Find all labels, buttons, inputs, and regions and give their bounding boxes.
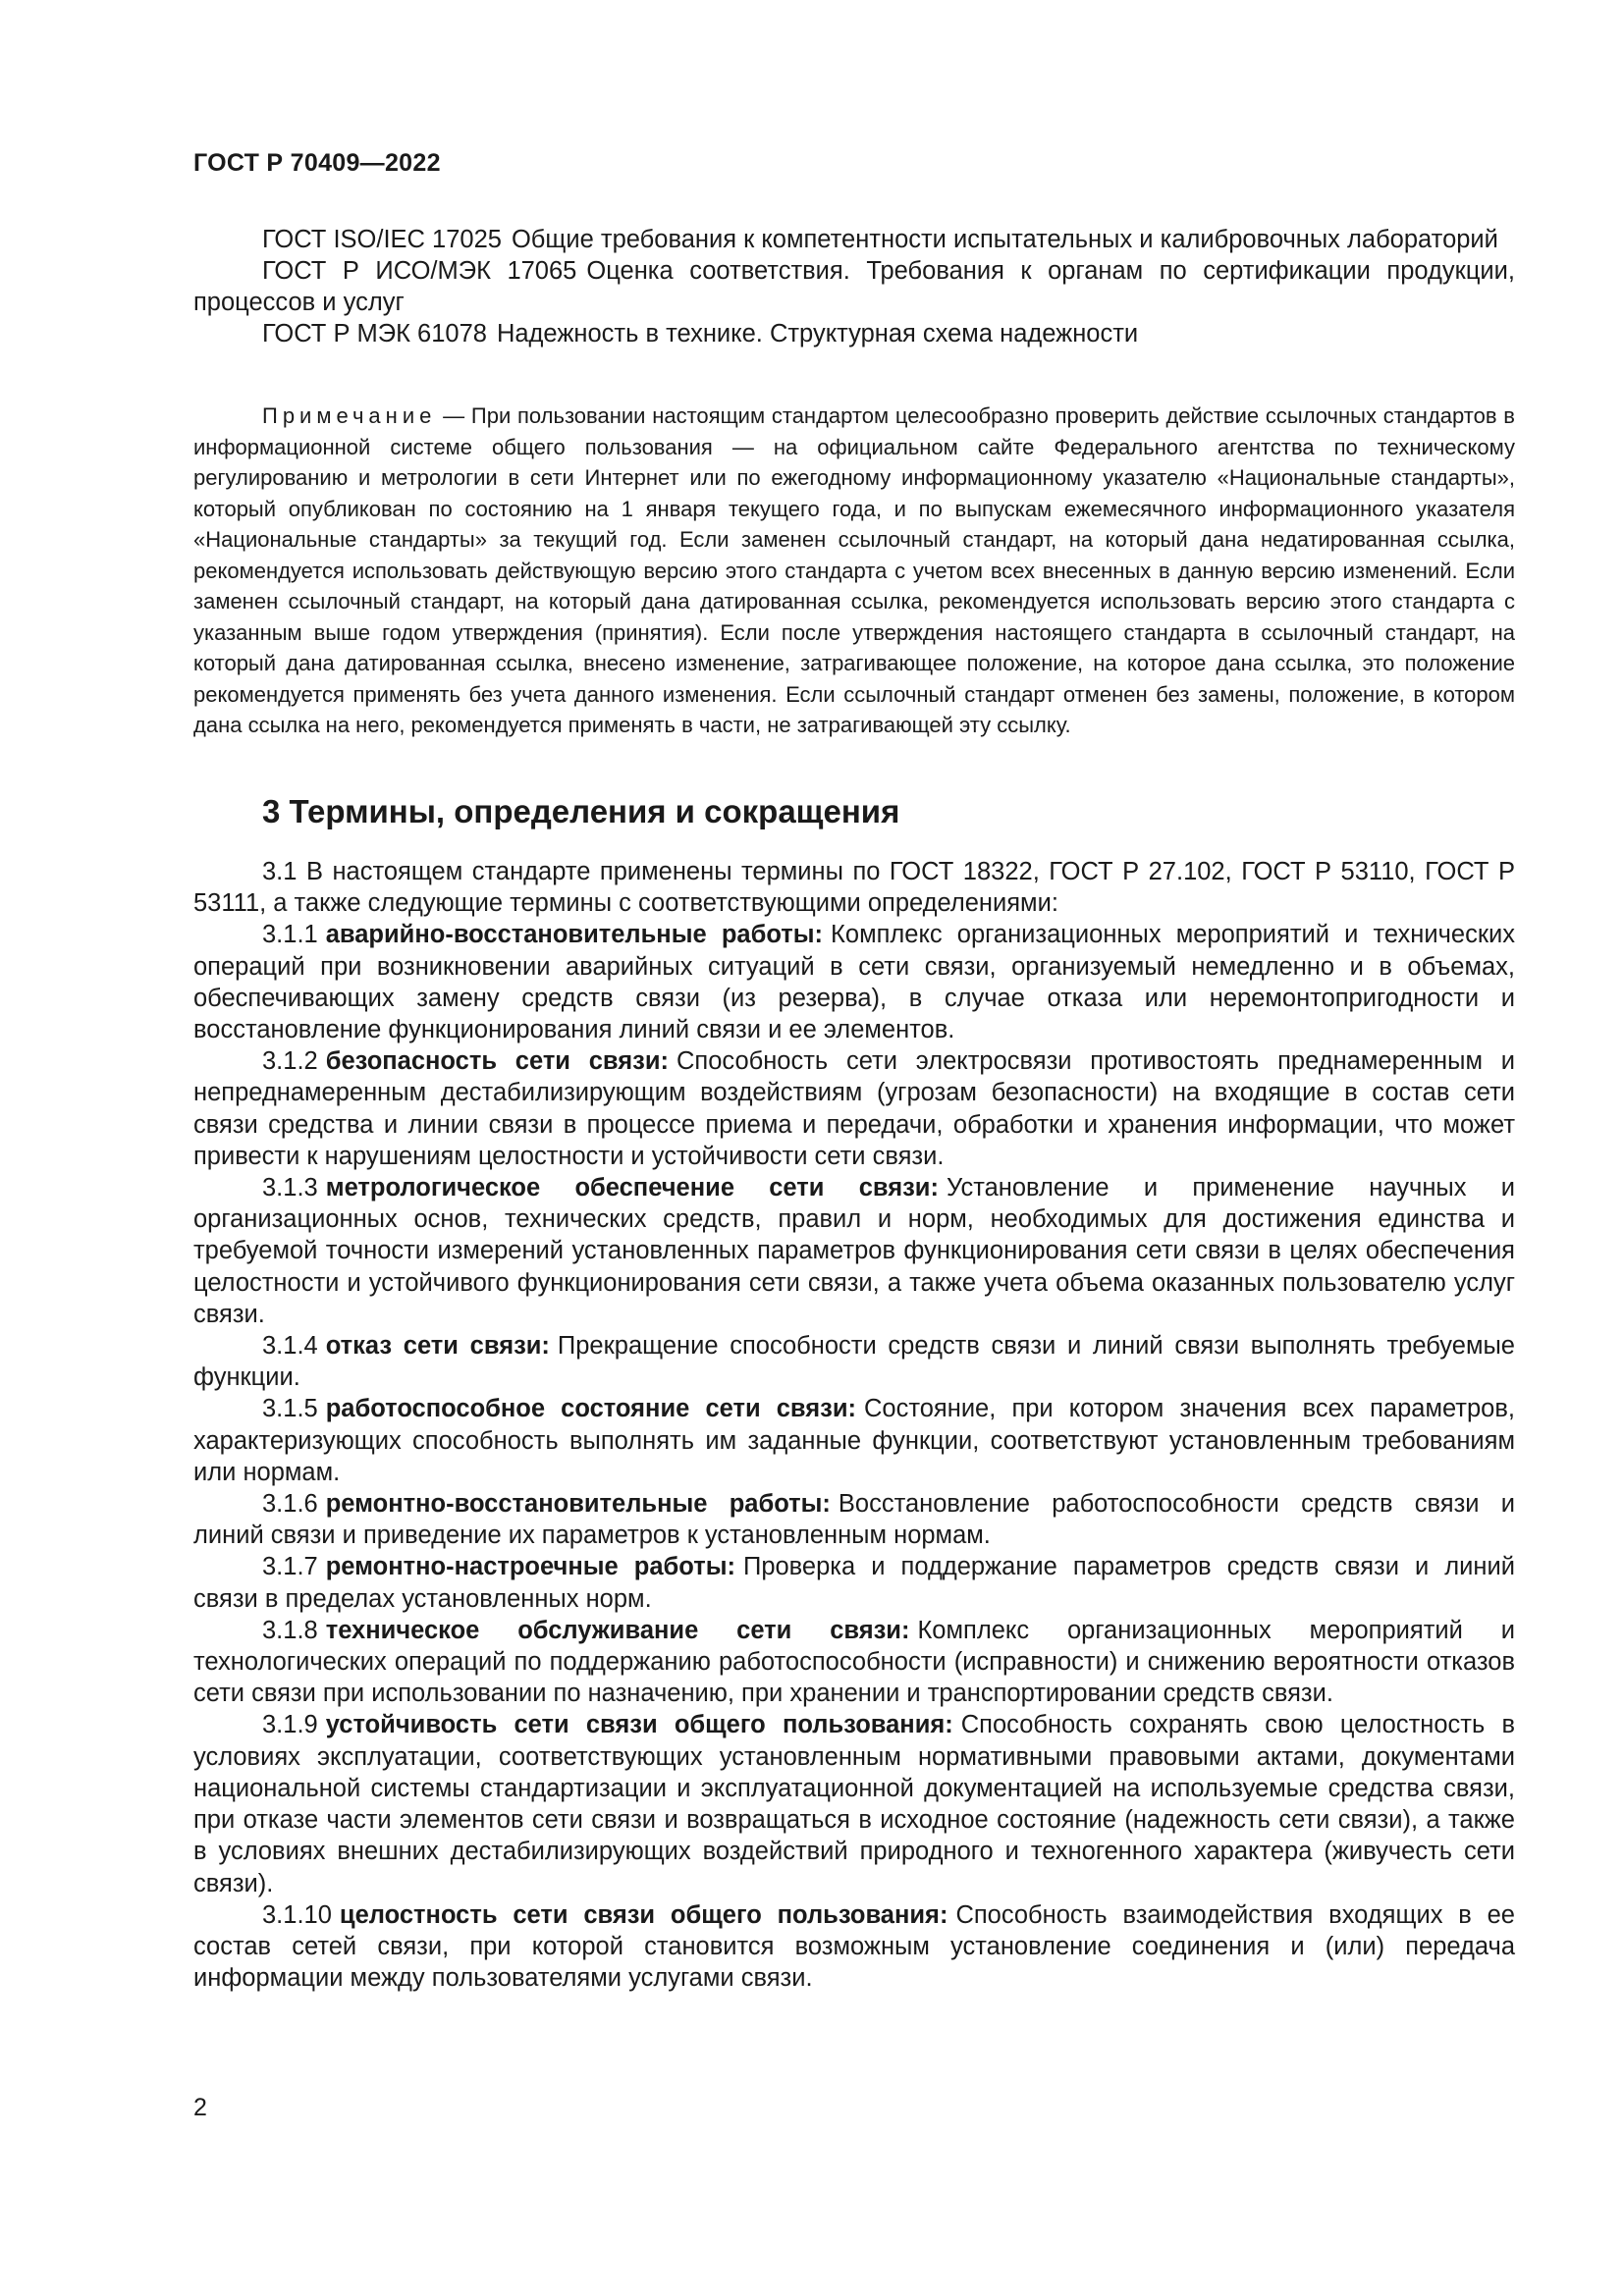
term-name: ремонтно-настроечные работы: [325, 1553, 735, 1581]
term-definition: Способность взаимодействия входящих в ее состав сетей связи, при которой становится возможным установление соединения и (или) передача информации между пользователями услугами связи. [193, 1900, 1515, 1993]
term-name: аварийно-восстановительные работы: [325, 921, 824, 949]
term-entry [193, 1393, 1515, 1488]
term-definition: Восстановление работоспособности средств связи и линий связи и приведение их параметров к установленным нормам. [193, 1490, 1515, 1550]
document-header: ГОСТ Р 70409—2022 [193, 149, 441, 177]
term-definition: Способность сети электросвязи противостоять преднамеренным и непреднамеренным дестабилизирующим воздействиям (угрозам безопасности) на входящие в состав сети связи средства и линии связи в процессе приема и передачи, обработки и хранения информации, что может привести к нарушениям целостности и устойчивости сети связи. [193, 1047, 1515, 1170]
term-number: 3.1.6 [262, 1490, 318, 1519]
term-entry [193, 1045, 1515, 1172]
page-number: 2 [193, 2094, 207, 2121]
reference-title: Оценка соответствия. Требования к органам по сертификации продукции, процессов и услуг [193, 257, 1515, 316]
term-number: 3.1.8 [262, 1616, 318, 1644]
section-title: 3 Термины, определения и сокращения [262, 793, 900, 829]
term-number: 3.1.7 [262, 1553, 318, 1581]
normative-references [193, 224, 1515, 349]
reference-code: ГОСТ ISO/IEC 17025 [262, 226, 502, 253]
term-number: 3.1.10 [262, 1900, 332, 1929]
term-entry [193, 919, 1515, 1045]
term-definition: Проверка и поддержание параметров средств связи и линий связи в пределах установленных норм. [193, 1553, 1515, 1613]
term-name: ремонтно-восстановительные работы: [325, 1490, 831, 1519]
term-entry [193, 1172, 1515, 1330]
term-definition: Прекращение способности средств связи и линий связи выполнять требуемые функции. [193, 1332, 1515, 1392]
term-number: 3.1.2 [262, 1047, 318, 1076]
note-paragraph [193, 400, 1515, 741]
reference-code: ГОСТ Р ИСО/МЭК 17065 [262, 257, 577, 285]
term-number: 3.1.3 [262, 1174, 318, 1202]
term-number: 3.1.4 [262, 1332, 318, 1361]
term-definition: Способность сохранять свою целостность в условиях эксплуатации, соответствующих установленным нормативными правовыми актами, документами национальной системы стандартизации и эксплуатационной документацией на используемые средства связи, при отказе части элементов сети связи и возвращаться в исходное состояние (надежность сети связи), а также в условиях внешних дестабилизирующих воздействий природного и техногенного характера (живучесть сети связи). [193, 1711, 1515, 1897]
term-entry [193, 1615, 1515, 1710]
term-number: 3.1.1 [262, 921, 318, 949]
term-number: 3.1.5 [262, 1395, 318, 1423]
reference-item [193, 318, 1515, 349]
reference-title: Общие требования к компетентности испытательных и калибровочных лабораторий [511, 226, 1498, 253]
term-entry [193, 1488, 1515, 1551]
reference-item [193, 224, 1515, 255]
note-label: Примечание [262, 403, 437, 428]
term-entry [193, 1899, 1515, 1995]
term-name: техническое обслуживание сети связи: [325, 1616, 910, 1644]
term-entry [193, 1551, 1515, 1614]
term-name: безопасность сети связи: [325, 1047, 669, 1076]
term-name: метрологическое обеспечение сети связи: [325, 1174, 939, 1202]
term-definition: Комплекс организационных мероприятий и технических операций при возникновении аварийных ситуаций в сети связи, организуемый немедленно и в объемах, обеспечивающих замену средств связи (из резерва), в случае отказа или неремонтопригодности и восстановление функционирования линий связи и ее элементов. [193, 921, 1515, 1044]
reference-code: ГОСТ Р МЭК 61078 [262, 320, 487, 347]
term-name: устойчивость сети связи общего пользования: [325, 1711, 953, 1739]
term-name: целостность сети связи общего пользования: [339, 1900, 948, 1929]
section-body [193, 856, 1515, 1994]
term-definition: Комплекс организационных мероприятий и технологических операций по поддержанию работоспособности (исправности) и снижению вероятности отказов сети связи при использовании по назначению, при хранении и транспортировании средств связи. [193, 1616, 1515, 1708]
term-name: отказ сети связи: [325, 1332, 550, 1361]
section-intro: 3.1 В настоящем стандарте применены термины по ГОСТ 18322, ГОСТ Р 27.102, ГОСТ Р 53110, ГОСТ Р 53111, а также следующие термины с соответствующими определениями: [193, 858, 1515, 918]
term-entry [193, 1709, 1515, 1898]
term-definition: Установление и применение научных и организационных основ, технических средств, правил и норм, необходимых для достижения единства и требуемой точности измерений установленных параметров функционирования сети связи в целях обеспечения целостности и устойчивого функционирования сети связи, а также учета объема оказанных пользователю услуг связи. [193, 1174, 1515, 1328]
reference-item [193, 255, 1515, 318]
note-text: — При пользовании настоящим стандартом целесообразно проверить действие ссылочных стандартов в информационной системе общего пользования — на официальном сайте Федерального агентства по техническому регулированию и метрологии в сети Интернет или по ежегодному информационному указателю «Национальные стандарты», который опубликован по состоянию на 1 января текущего года, и по выпускам ежемесячного информационного указателя «Национальные стандарты» за текущий год. Если заменен ссылочный стандарт, на который дана недатированная ссылка, рекомендуется использовать действующую версию этого стандарта с учетом всех внесенных в данную версию изменений. Если заменен ссылочный стандарт, на который дана датированная ссылка, рекомендуется использовать версию этого стандарта с указанным выше годом утверждения (принятия). Если после утверждения настоящего стандарта в ссылочный стандарт, на который дана датированная ссылка, внесено изменение, затрагивающее положение, на которое дана ссылка, это положение рекомендуется применять без учета данного изменения. Если ссылочный стандарт отменен без замены, положение, в котором дана ссылка на него, рекомендуется применять в части, не затрагивающей эту ссылку. [193, 403, 1515, 737]
term-definition: Состояние, при котором значения всех параметров, характеризующих способность выполнять им заданные функции, соответствуют установленным требованиям или нормам. [193, 1395, 1515, 1486]
reference-title: Надежность в технике. Структурная схема надежности [496, 320, 1139, 347]
term-number: 3.1.9 [262, 1711, 318, 1739]
term-name: работоспособное состояние сети связи: [325, 1395, 856, 1423]
term-entry [193, 1330, 1515, 1393]
